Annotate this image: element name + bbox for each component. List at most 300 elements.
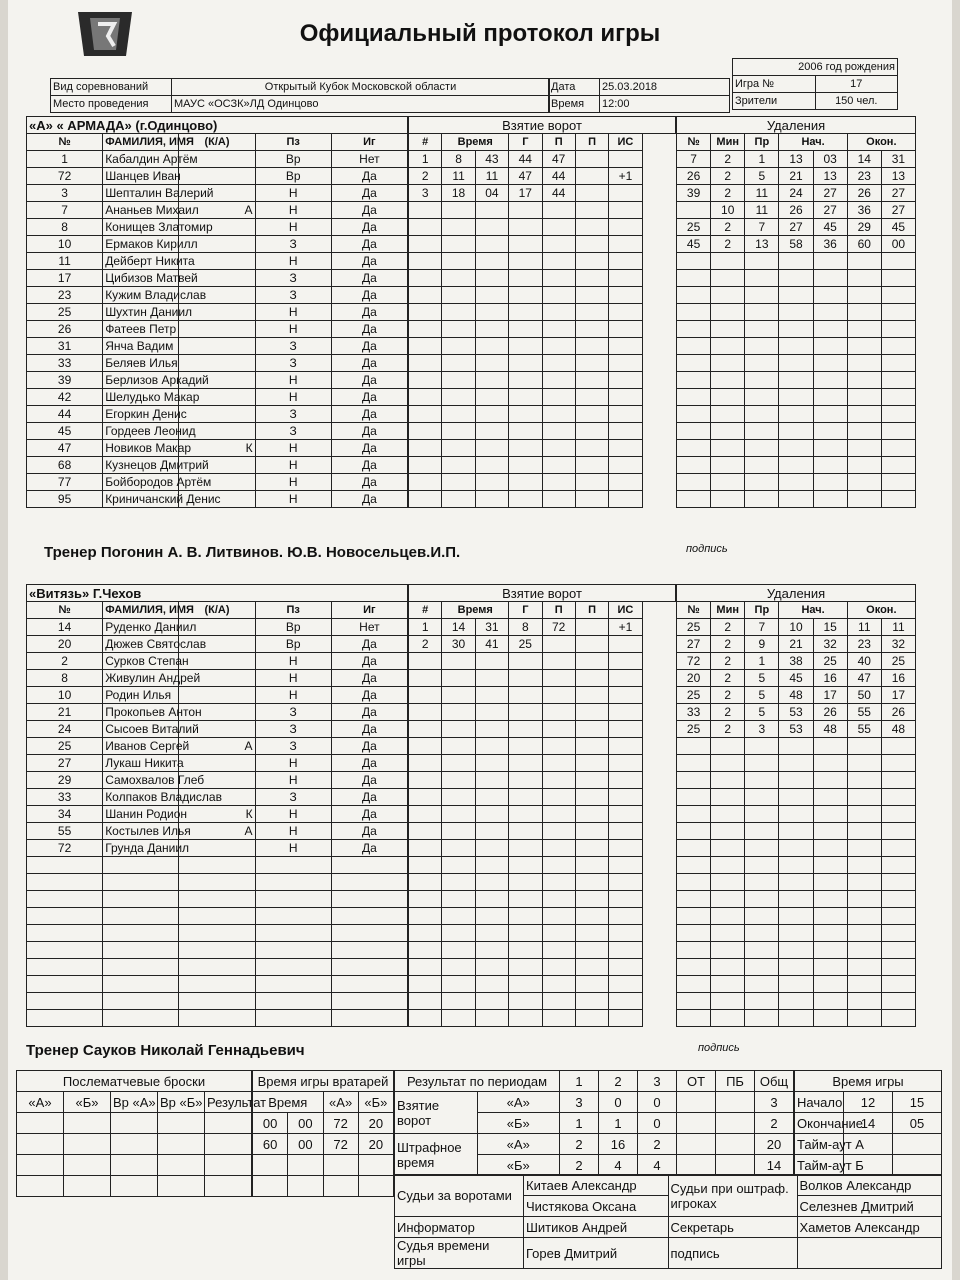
team-b-goal-cell xyxy=(609,891,642,908)
team-b-penalty-cell: 2 xyxy=(711,721,745,738)
team-b-goal-cell xyxy=(542,738,575,755)
team-b-goal-cell xyxy=(442,840,475,857)
team-b-penalty-cell xyxy=(779,874,813,891)
team-b-penalty-row xyxy=(677,806,916,823)
team-b-penalties-header: Мин xyxy=(711,602,745,619)
period-cell: 1 xyxy=(599,1113,638,1134)
team-b-player-row xyxy=(27,976,408,993)
team-b-player-name: Иванов Сергей xyxy=(103,738,179,755)
team-a-penalty-cell xyxy=(745,457,779,474)
team-a-goal-cell xyxy=(542,423,575,440)
team-b-goal-cell xyxy=(609,789,642,806)
team-b-penalty-row xyxy=(677,721,916,738)
goalie-time-cell: 60 xyxy=(253,1134,288,1155)
team-b-penalty-cell xyxy=(779,908,813,925)
team-b-goals-header: П xyxy=(542,602,575,619)
team-b-goal-cell xyxy=(475,772,508,789)
team-b-penalty-cell: 53 xyxy=(779,704,813,721)
team-a-goals-table xyxy=(408,116,676,508)
team-a-penalty-row xyxy=(677,406,916,423)
team-b-player-pos: Н xyxy=(255,806,331,823)
team-b-penalty-cell xyxy=(847,976,881,993)
team-b-player-row xyxy=(27,704,408,721)
team-b-goal-cell xyxy=(575,772,608,789)
team-b-goal-cell xyxy=(609,653,642,670)
team-a-penalty-cell xyxy=(745,304,779,321)
team-b-goal-cell xyxy=(542,976,575,993)
team-b-goal-cell xyxy=(575,823,608,840)
team-b-player-pos: З xyxy=(255,789,331,806)
team-a-penalty-cell xyxy=(813,321,847,338)
team-a-player-number: 8 xyxy=(27,219,103,236)
team-b-goal-cell xyxy=(409,959,442,976)
team-a-penalty-cell xyxy=(779,304,813,321)
team-b-penalty-row xyxy=(677,636,916,653)
team-b-penalty-cell xyxy=(745,755,779,772)
team-b-penalty-cell xyxy=(745,908,779,925)
team-a-player-row xyxy=(27,372,408,389)
team-b-player-role: К xyxy=(179,806,255,823)
team-b-goal-cell xyxy=(542,636,575,653)
team-b-player-role xyxy=(179,874,255,891)
team-b-player-row xyxy=(27,636,408,653)
team-a-player-row xyxy=(27,338,408,355)
team-a-penalty-cell xyxy=(847,423,881,440)
team-a-goal-cell xyxy=(475,423,508,440)
team-a-penalty-cell xyxy=(813,270,847,287)
game-label: Игра № xyxy=(733,76,816,93)
team-a-penalty-cell xyxy=(813,389,847,406)
team-b-penalty-cell xyxy=(847,1010,881,1027)
team-b-goal-cell: 31 xyxy=(475,619,508,636)
team-b-goal-cell xyxy=(609,840,642,857)
place-label: Место проведения xyxy=(51,96,172,113)
team-a-goal-row xyxy=(409,338,676,355)
team-a-goal-cell xyxy=(542,389,575,406)
team-a-goal-cell xyxy=(575,219,608,236)
team-a-goal-cell xyxy=(442,253,475,270)
team-a-penalty-cell xyxy=(847,321,881,338)
period-cell: 4 xyxy=(599,1155,638,1176)
team-b-goal-row xyxy=(409,840,676,857)
team-b-goal-row xyxy=(409,874,676,891)
team-b-penalty-cell xyxy=(779,738,813,755)
team-b-goal-cell xyxy=(442,993,475,1010)
team-b-goal-cell xyxy=(542,670,575,687)
team-b-goal-cell xyxy=(409,806,442,823)
team-b-goals-header: П xyxy=(575,602,608,619)
team-b-penalty-cell: 21 xyxy=(779,636,813,653)
timeout-a-minute xyxy=(893,1134,942,1155)
goalie-time-cell: 00 xyxy=(253,1113,288,1134)
team-b-penalty-cell xyxy=(779,993,813,1010)
team-a-player-row xyxy=(27,474,408,491)
period-cell: 4 xyxy=(638,1155,677,1176)
team-b-penalty-cell xyxy=(847,772,881,789)
team-b-goal-cell xyxy=(542,993,575,1010)
team-b-goal-cell xyxy=(609,908,642,925)
team-b-penalty-cell: 5 xyxy=(745,670,779,687)
team-b-goal-cell xyxy=(409,857,442,874)
shootout-cell xyxy=(205,1113,252,1134)
team-a-penalty-cell xyxy=(881,423,915,440)
team-b-goal-cell xyxy=(509,687,542,704)
period-cell xyxy=(716,1134,755,1155)
team-a-penalty-cell xyxy=(847,440,881,457)
team-b-player-pos: З xyxy=(255,704,331,721)
team-b-goal-row xyxy=(409,619,676,636)
goalie-time-cell xyxy=(323,1155,358,1176)
team-a-goal-cell xyxy=(609,321,642,338)
period-col-header: 2 xyxy=(599,1071,638,1092)
team-a-penalty-cell xyxy=(813,474,847,491)
team-a-goal-cell xyxy=(409,219,442,236)
officials-table xyxy=(394,1174,942,1269)
period-cell: 3 xyxy=(755,1092,794,1113)
team-a-roster-table xyxy=(26,116,408,508)
team-a-player-plays: Да xyxy=(331,236,407,253)
team-a-goals-title: Взятие ворот xyxy=(409,117,676,134)
team-a-penalty-cell: 24 xyxy=(779,185,813,202)
team-b-goal-cell xyxy=(442,857,475,874)
team-a-goal-cell xyxy=(475,338,508,355)
team-a-goal-cell xyxy=(509,253,542,270)
team-b-player-role xyxy=(179,755,255,772)
team-a-goal-cell xyxy=(409,474,442,491)
team-a-goal-cell xyxy=(409,372,442,389)
shootout-title: Послематчевые броски xyxy=(17,1071,252,1092)
team-a-penalty-row xyxy=(677,185,916,202)
team-b-penalty-cell xyxy=(779,806,813,823)
team-b-player-number: 10 xyxy=(27,687,103,704)
team-a-goal-cell xyxy=(442,457,475,474)
shootout-cell xyxy=(111,1113,158,1134)
team-b-penalty-cell xyxy=(847,891,881,908)
team-a-goals-header: ИС xyxy=(609,134,642,151)
team-b-goal-cell xyxy=(475,993,508,1010)
team-a-penalty-cell xyxy=(711,270,745,287)
team-a-penalty-cell: 27 xyxy=(779,219,813,236)
team-b-player-number xyxy=(27,942,103,959)
team-b-penalty-cell: 50 xyxy=(847,687,881,704)
team-a-goal-cell: 2 xyxy=(409,168,442,185)
team-b-goal-cell xyxy=(609,806,642,823)
team-a-penalty-cell: 36 xyxy=(847,202,881,219)
team-a-goal-cell xyxy=(409,236,442,253)
team-a-goal-cell xyxy=(442,338,475,355)
page-title: Официальный протокол игры xyxy=(299,20,661,47)
team-b-penalty-cell xyxy=(677,857,711,874)
team-a-goal-cell xyxy=(509,474,542,491)
team-a-goal-cell xyxy=(475,406,508,423)
team-b-player-name: Сурков Степан xyxy=(103,653,179,670)
team-b-goal-cell xyxy=(442,942,475,959)
team-b-goal-cell xyxy=(609,670,642,687)
team-b-penalty-cell: 7 xyxy=(745,619,779,636)
official-label: Секретарь xyxy=(668,1217,797,1238)
team-b-goal-cell xyxy=(442,653,475,670)
team-b-player-name xyxy=(103,857,179,874)
team-b-penalty-cell xyxy=(779,942,813,959)
official-name: Китаев Александр xyxy=(524,1175,669,1196)
period-cell: 0 xyxy=(638,1113,677,1134)
team-a-penalty-cell xyxy=(677,440,711,457)
spect-value: 150 чел. xyxy=(815,93,898,110)
team-b-goal-cell xyxy=(442,874,475,891)
team-a-penalty-cell xyxy=(779,372,813,389)
team-b-penalty-cell xyxy=(677,755,711,772)
comp-value: Открытый Кубок Московской области xyxy=(172,79,550,96)
team-a-goal-cell: 11 xyxy=(475,168,508,185)
team-a-penalty-cell xyxy=(779,253,813,270)
team-b-penalty-row xyxy=(677,976,916,993)
shootout-header: Вр «Б» xyxy=(158,1092,205,1113)
team-b-goal-cell xyxy=(509,891,542,908)
team-b-player-number: 14 xyxy=(27,619,103,636)
team-b-player-pos: Н xyxy=(255,823,331,840)
team-b-penalty-cell: 11 xyxy=(881,619,915,636)
team-b-goal-cell xyxy=(609,942,642,959)
team-a-goal-cell xyxy=(409,440,442,457)
team-b-goal-cell xyxy=(509,670,542,687)
team-a-penalty-cell: 1 xyxy=(745,151,779,168)
team-a-player-name: Шепталин Валерий xyxy=(103,185,179,202)
team-a-player-name: Бойбородов Артём xyxy=(103,474,179,491)
team-a-goal-cell xyxy=(509,440,542,457)
team-b-goal-cell xyxy=(409,721,442,738)
team-b-goal-row xyxy=(409,891,676,908)
team-a-player-pos: Н xyxy=(255,185,331,202)
team-b-player-pos xyxy=(255,874,331,891)
team-b-penalty-cell xyxy=(711,942,745,959)
team-a-player-pos: Н xyxy=(255,321,331,338)
team-b-penalty-cell xyxy=(779,891,813,908)
team-a-player-pos: Н xyxy=(255,372,331,389)
team-a-player-number: 1 xyxy=(27,151,103,168)
team-b-goal-cell xyxy=(475,704,508,721)
team-b-player-role: А xyxy=(179,823,255,840)
team-b-goal-cell xyxy=(442,891,475,908)
team-b-goal-cell xyxy=(475,857,508,874)
team-b-goal-cell xyxy=(442,772,475,789)
team-a-penalty-cell xyxy=(745,406,779,423)
team-b-player-number xyxy=(27,976,103,993)
team-b-penalty-cell xyxy=(745,942,779,959)
goalie-time-cell xyxy=(288,1176,323,1197)
team-a-penalty-cell xyxy=(677,338,711,355)
team-b-roster-header: ФАМИЛИЯ, ИМЯ xyxy=(103,602,179,619)
team-b-goal-row xyxy=(409,636,676,653)
team-b-player-plays: Да xyxy=(331,704,407,721)
team-a-goal-cell xyxy=(475,457,508,474)
team-b-penalty-cell xyxy=(711,789,745,806)
team-a-player-plays: Да xyxy=(331,219,407,236)
team-b-penalty-cell xyxy=(677,959,711,976)
team-a-player-row xyxy=(27,304,408,321)
official-name: Волков Александр xyxy=(797,1175,942,1196)
team-a-player-row xyxy=(27,389,408,406)
team-a-goal-row xyxy=(409,168,676,185)
team-b-goal-cell xyxy=(509,806,542,823)
team-a-goal-cell xyxy=(475,389,508,406)
team-a-goal-cell xyxy=(542,491,575,508)
team-b-goal-cell xyxy=(442,738,475,755)
team-b-penalty-cell xyxy=(677,772,711,789)
team-a-goal-cell xyxy=(409,389,442,406)
team-a-goal-cell xyxy=(542,321,575,338)
team-a-penalty-cell xyxy=(881,338,915,355)
shootout-header: «Б» xyxy=(64,1092,111,1113)
team-b-penalty-cell: 10 xyxy=(779,619,813,636)
period-cell: 2 xyxy=(755,1113,794,1134)
team-b-goal-cell xyxy=(575,636,608,653)
team-b-penalty-cell xyxy=(711,976,745,993)
team-b-penalty-cell xyxy=(745,840,779,857)
team-a-penalty-cell xyxy=(677,253,711,270)
team-b-player-role xyxy=(179,976,255,993)
team-b-player-number: 27 xyxy=(27,755,103,772)
team-b-player-name: Прокопьев Антон xyxy=(103,704,179,721)
team-a-player-number: 95 xyxy=(27,491,103,508)
team-a-goal-cell: 44 xyxy=(542,185,575,202)
team-b-goal-cell xyxy=(542,823,575,840)
end-minute: 05 xyxy=(893,1113,942,1134)
team-b-goal-cell xyxy=(542,891,575,908)
team-a-penalty-cell: 58 xyxy=(779,236,813,253)
team-b-goal-cell xyxy=(575,789,608,806)
team-b-goal-cell xyxy=(409,670,442,687)
team-a-goal-row xyxy=(409,270,676,287)
team-b-player-role xyxy=(179,653,255,670)
team-b-player-pos xyxy=(255,925,331,942)
team-a-penalty-cell xyxy=(881,270,915,287)
team-b-penalty-cell xyxy=(881,1010,915,1027)
team-b-player-name xyxy=(103,908,179,925)
team-b-goal-cell xyxy=(575,874,608,891)
team-a-goal-cell: 18 xyxy=(442,185,475,202)
team-b-goal-cell xyxy=(442,925,475,942)
team-a-player-number: 45 xyxy=(27,423,103,440)
team-b-goal-cell xyxy=(509,925,542,942)
team-b-goal-cell xyxy=(475,721,508,738)
team-b-player-pos xyxy=(255,993,331,1010)
team-b-player-pos: Н xyxy=(255,687,331,704)
team-b-signature: подпись xyxy=(698,1042,740,1054)
team-a-goal-cell xyxy=(542,474,575,491)
team-a-goal-cell xyxy=(609,304,642,321)
team-b-penalty-cell: 32 xyxy=(881,636,915,653)
team-a-goal-cell xyxy=(442,304,475,321)
team-a-penalty-row xyxy=(677,457,916,474)
team-a-penalty-cell xyxy=(813,355,847,372)
team-a-goal-cell xyxy=(542,304,575,321)
team-a-goal-cell xyxy=(475,287,508,304)
team-a-penalty-cell xyxy=(745,491,779,508)
team-b-goal-cell xyxy=(475,755,508,772)
team-a-goal-cell xyxy=(542,440,575,457)
team-b-penalty-cell: 38 xyxy=(779,653,813,670)
team-a-goal-cell xyxy=(575,491,608,508)
team-a-player-role xyxy=(179,338,255,355)
team-b-goal-cell xyxy=(509,789,542,806)
team-a-penalty-cell xyxy=(847,406,881,423)
official-name: Селезнев Дмитрий xyxy=(797,1196,942,1217)
team-a-penalty-cell xyxy=(779,440,813,457)
team-a-penalty-cell xyxy=(711,406,745,423)
team-b-goal-cell xyxy=(575,993,608,1010)
team-b-goal-cell xyxy=(609,976,642,993)
team-b-penalty-cell xyxy=(779,755,813,772)
team-a-player-row xyxy=(27,253,408,270)
team-a-player-name: Янча Вадим xyxy=(103,338,179,355)
team-a-goal-cell xyxy=(442,287,475,304)
team-a-player-pos: З xyxy=(255,236,331,253)
team-a-player-row xyxy=(27,406,408,423)
team-b-goal-cell xyxy=(542,789,575,806)
team-b-penalty-cell: 23 xyxy=(847,636,881,653)
team-a-goal-cell xyxy=(475,236,508,253)
official-name: Шитиков Андрей xyxy=(524,1217,669,1238)
period-col-header: Общ xyxy=(755,1071,794,1092)
team-a-goal-cell: +1 xyxy=(609,168,642,185)
team-b-goal-cell xyxy=(409,789,442,806)
team-b-goal-cell xyxy=(542,806,575,823)
team-b-penalty-cell xyxy=(881,857,915,874)
team-a-goal-row xyxy=(409,389,676,406)
team-b-penalty-cell xyxy=(881,942,915,959)
team-b-penalty-cell xyxy=(813,857,847,874)
team-a-goal-cell xyxy=(609,151,642,168)
team-a-penalty-cell xyxy=(745,270,779,287)
time-label: Время xyxy=(549,96,600,113)
team-a-player-role xyxy=(179,355,255,372)
team-b-goal-row xyxy=(409,687,676,704)
team-a-player-role xyxy=(179,406,255,423)
team-b-goal-cell xyxy=(609,704,642,721)
team-b-player-name xyxy=(103,874,179,891)
team-b-goal-cell xyxy=(575,755,608,772)
team-a-goal-row xyxy=(409,219,676,236)
team-b-goals-header: Г xyxy=(509,602,542,619)
team-a-goal-cell xyxy=(575,338,608,355)
team-b-goal-cell xyxy=(609,993,642,1010)
team-b-penalty-cell: 25 xyxy=(677,687,711,704)
team-b-player-plays: Да xyxy=(331,738,407,755)
team-b-penalty-cell xyxy=(745,959,779,976)
team-b-goal-cell xyxy=(575,619,608,636)
goalie-time-cell: 00 xyxy=(288,1134,323,1155)
team-b-goal-cell xyxy=(409,976,442,993)
team-b-penalty-row xyxy=(677,857,916,874)
team-a-goal-cell: 47 xyxy=(542,151,575,168)
team-a-goal-cell xyxy=(609,389,642,406)
team-a-penalty-cell xyxy=(779,338,813,355)
team-b-penalty-cell xyxy=(813,772,847,789)
team-b-goal-cell xyxy=(509,857,542,874)
team-a-player-plays: Да xyxy=(331,355,407,372)
team-a-signature: подпись xyxy=(686,543,728,555)
team-a-penalty-cell: 27 xyxy=(813,185,847,202)
team-b-goal-cell xyxy=(509,721,542,738)
team-a-player-role: А xyxy=(179,202,255,219)
team-b-goal-row xyxy=(409,908,676,925)
team-a-player-row xyxy=(27,185,408,202)
team-a-penalty-cell xyxy=(745,287,779,304)
team-b-penalty-cell xyxy=(711,738,745,755)
goalie-time-cell xyxy=(323,1176,358,1197)
team-a-penalty-row xyxy=(677,219,916,236)
team-a-player-plays: Да xyxy=(331,406,407,423)
